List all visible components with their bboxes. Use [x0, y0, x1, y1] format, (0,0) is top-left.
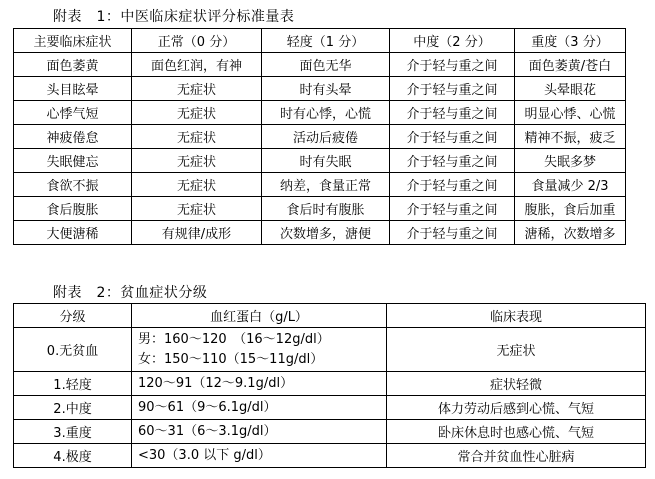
anemia-grading-table — [13, 303, 646, 468]
clinical-cell: 卧床休息时也感心慌、气短 — [387, 420, 646, 444]
grade-cell: 4.极度 — [14, 444, 132, 468]
score-cell: 面色无华 — [262, 53, 390, 77]
hemoglobin-range-text: 120～91（12～9.1g/dl） — [138, 375, 294, 391]
score-cell: 介于轻与重之间 — [390, 149, 515, 173]
table-row — [14, 101, 626, 125]
clinical-cell: 常合并贫血性心脏病 — [387, 444, 646, 468]
score-cell: 溏稀，次数增多 — [515, 221, 626, 245]
hemoglobin-range-text: 男：160～120 （16～12g/dl） — [138, 331, 330, 347]
table-row — [14, 53, 626, 77]
hemoglobin-range-text: 60～31（6～3.1g/dl） — [138, 423, 277, 439]
score-cell: 食量减少 2/3 — [515, 173, 626, 197]
symptom-cell: 面色萎黄 — [14, 53, 132, 77]
score-cell: 失眠多梦 — [515, 149, 626, 173]
score-cell: 精神不振，疲乏 — [515, 125, 626, 149]
table-row — [14, 149, 626, 173]
score-cell: 介于轻与重之间 — [390, 197, 515, 221]
score-cell: 介于轻与重之间 — [390, 101, 515, 125]
symptom-cell: 心悸气短 — [14, 101, 132, 125]
table-row — [14, 328, 646, 372]
table-row — [14, 396, 646, 420]
header-cell: 分级 — [14, 304, 132, 328]
hemoglobin-cell — [132, 396, 387, 420]
score-cell: 无症状 — [132, 173, 262, 197]
score-cell: 无症状 — [132, 197, 262, 221]
table-row — [14, 420, 646, 444]
hemoglobin-range-text: 女：150～110（15～11g/dl） — [138, 351, 324, 367]
table-row — [14, 173, 626, 197]
score-cell: 次数增多，溏便 — [262, 221, 390, 245]
table-row — [14, 197, 626, 221]
score-cell: 无症状 — [132, 125, 262, 149]
header-cell: 轻度（1 分） — [262, 29, 390, 53]
table-row — [14, 125, 626, 149]
hemoglobin-range-text: <30（3.0 以下 g/dl） — [138, 447, 271, 463]
score-cell: 面色红润，有神 — [132, 53, 262, 77]
table-row — [14, 221, 626, 245]
score-cell: 面色萎黄/苍白 — [515, 53, 626, 77]
hemoglobin-range-text: 90～61（9～6.1g/dl） — [138, 399, 277, 415]
score-cell: 介于轻与重之间 — [390, 77, 515, 101]
score-cell: 无症状 — [132, 149, 262, 173]
header-cell: 主要临床症状 — [14, 29, 132, 53]
hemoglobin-cell — [132, 372, 387, 396]
header-cell: 血红蛋白（g/L） — [132, 304, 387, 328]
grade-cell: 1.轻度 — [14, 372, 132, 396]
score-cell: 头晕眼花 — [515, 77, 626, 101]
grade-cell: 3.重度 — [14, 420, 132, 444]
symptom-cell: 食欲不振 — [14, 173, 132, 197]
score-cell: 纳差，食量正常 — [262, 173, 390, 197]
score-cell: 介于轻与重之间 — [390, 53, 515, 77]
score-cell: 活动后疲倦 — [262, 125, 390, 149]
score-cell: 时有心悸，心慌 — [262, 101, 390, 125]
table-row — [14, 444, 646, 468]
score-cell: 无症状 — [132, 77, 262, 101]
score-cell: 食后时有腹胀 — [262, 197, 390, 221]
score-cell: 介于轻与重之间 — [390, 125, 515, 149]
symptom-cell: 头目眩晕 — [14, 77, 132, 101]
symptom-cell: 大便溏稀 — [14, 221, 132, 245]
tcm-symptom-score-table — [13, 28, 626, 245]
header-cell: 正常（0 分） — [132, 29, 262, 53]
grade-cell: 0.无贫血 — [14, 328, 132, 372]
symptom-cell: 神疲倦怠 — [14, 125, 132, 149]
score-cell: 有规律/成形 — [132, 221, 262, 245]
score-cell: 无症状 — [132, 101, 262, 125]
score-cell: 介于轻与重之间 — [390, 221, 515, 245]
header-cell: 重度（3 分） — [515, 29, 626, 53]
table-row — [14, 77, 626, 101]
symptom-cell: 失眠健忘 — [14, 149, 132, 173]
score-cell: 明显心悸、心慌 — [515, 101, 626, 125]
score-cell: 腹胀，食后加重 — [515, 197, 626, 221]
table-row — [14, 372, 646, 396]
grade-cell: 2.中度 — [14, 396, 132, 420]
clinical-cell: 体力劳动后感到心慌、气短 — [387, 396, 646, 420]
header-cell: 中度（2 分） — [390, 29, 515, 53]
clinical-cell: 症状轻微 — [387, 372, 646, 396]
score-cell: 时有失眠 — [262, 149, 390, 173]
table2-caption: 附表 2：贫血症状分级 — [53, 285, 208, 301]
symptom-cell: 食后腹胀 — [14, 197, 132, 221]
score-cell: 介于轻与重之间 — [390, 173, 515, 197]
clinical-cell: 无症状 — [387, 328, 646, 372]
hemoglobin-cell — [132, 444, 387, 468]
hemoglobin-cell — [132, 328, 387, 372]
header-cell: 临床表现 — [387, 304, 646, 328]
table-header-row — [14, 304, 646, 328]
table1-caption: 附表 1：中医临床症状评分标准量表 — [53, 9, 295, 25]
hemoglobin-cell — [132, 420, 387, 444]
table-header-row — [14, 29, 626, 53]
score-cell: 时有头晕 — [262, 77, 390, 101]
